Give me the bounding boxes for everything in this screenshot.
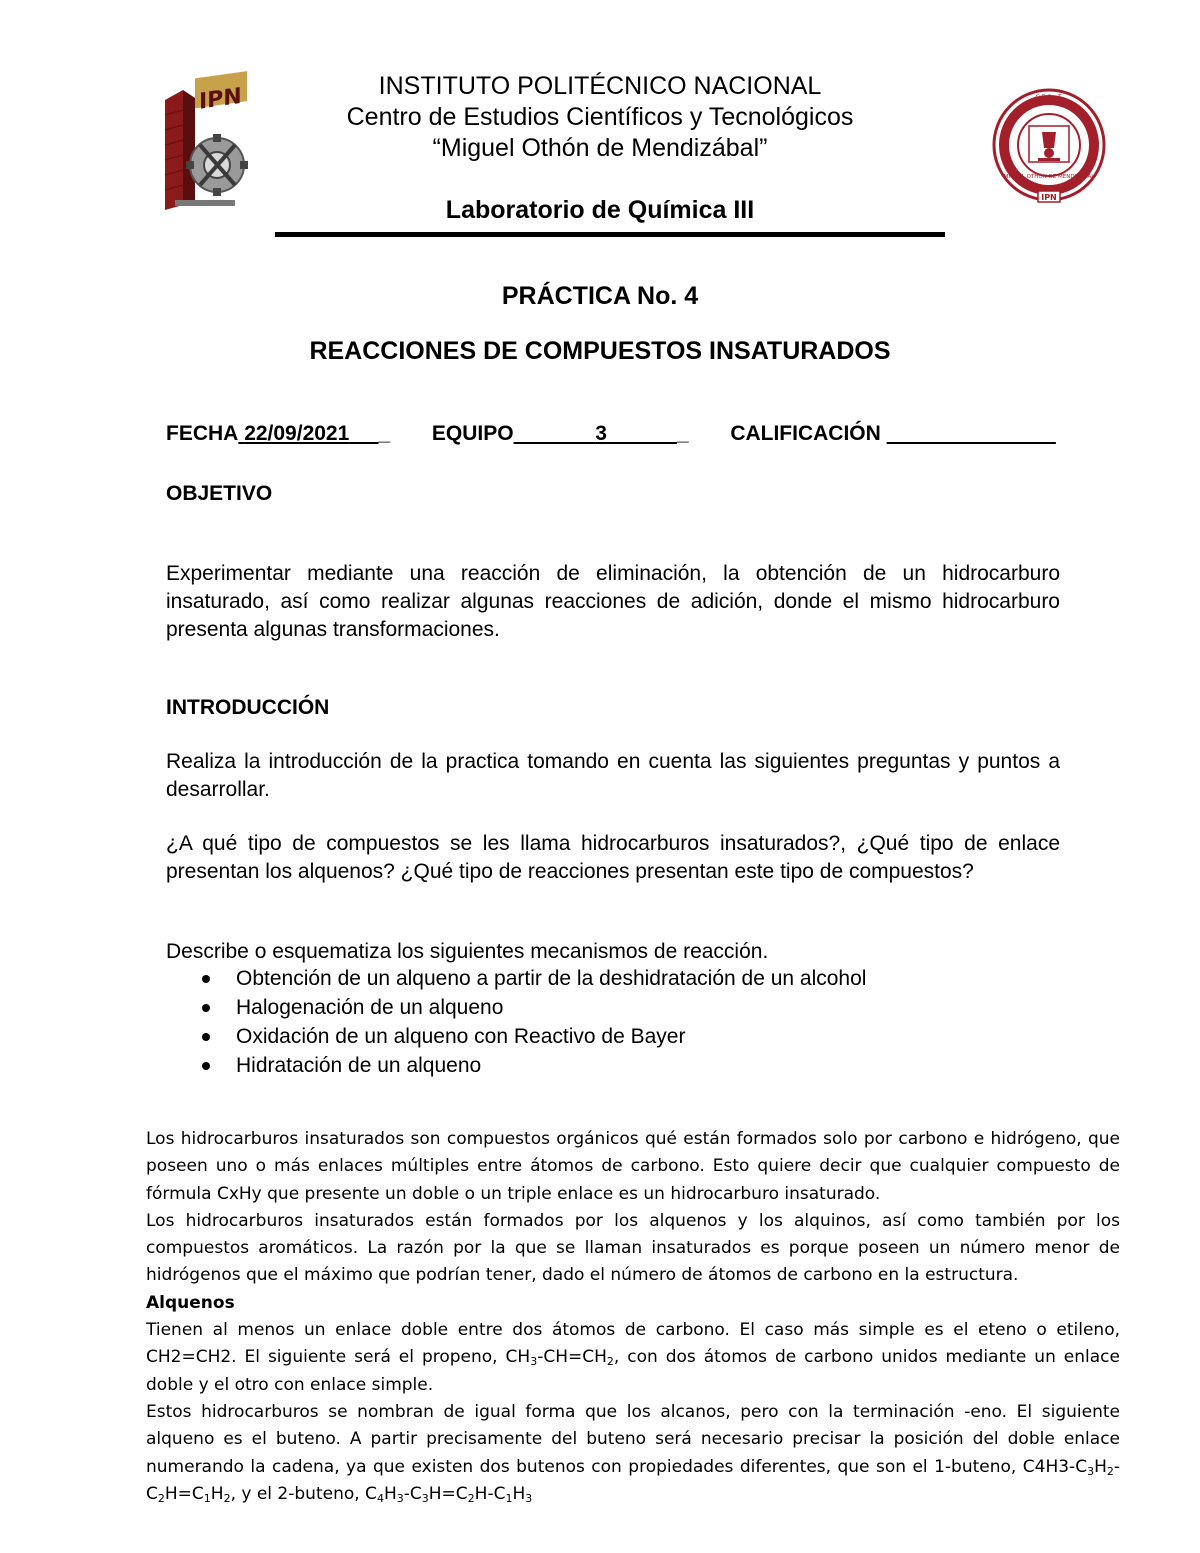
svg-text:MIGUEL OTHÓN DE MENDIZÁBAL: MIGUEL OTHÓN DE MENDIZÁBAL: [1003, 174, 1095, 180]
calificacion-label: CALIFICACIÓN: [730, 422, 881, 445]
body-paragraph-2: Los hidrocarburos insaturados están formados por los alquenos y los alquinos, así como también por los compuestos aromáticos. La razón por la que se llaman insaturados es porque poseen un número menor de hidrógenos que el máximo que podrían tener, dado el número de átomos de carbono en la estructura.: [146, 1210, 1120, 1286]
svg-text:IPN: IPN: [199, 82, 242, 115]
lab-name: Laboratorio de Química III: [445, 196, 755, 224]
svg-text:IPN: IPN: [1041, 193, 1057, 202]
equipo-value: 3: [595, 422, 607, 445]
list-item: Oxidación de un alqueno con Reactivo de Bayer: [196, 1022, 866, 1051]
body-text: [146, 1126, 1120, 1508]
practice-number: PRÁCTICA No. 4: [501, 282, 699, 310]
fecha-label: FECHA: [166, 422, 239, 445]
objetivo-text: Experimentar mediante una reacción de eliminación, la obtención de un hidrocarburo insaturado, así como realizar algunas reacciones de adición, donde el mismo hidrocarburo presenta algunas transformaciones.: [166, 562, 1060, 641]
list-item: Obtención de un alqueno a partir de la deshidratación de un alcohol: [196, 964, 866, 993]
practice-title: REACCIONES DE COMPUESTOS INSATURADOS: [309, 337, 891, 365]
equipo-label: EQUIPO: [431, 422, 514, 445]
school-name: “Miguel Othón de Mendizábal”: [432, 134, 768, 162]
alquenos-heading: Alquenos: [146, 1292, 235, 1313]
list-item: Halogenación de un alqueno: [196, 993, 866, 1022]
intro-paragraph-2: ¿A qué tipo de compuestos se les llama hidrocarburos insaturados?, ¿Qué tipo de enlace presentan los alquenos? ¿Qué tipo de reacciones presentan este tipo de compuestos?: [166, 832, 1060, 883]
fecha-value: 22/09/2021: [244, 422, 350, 445]
institution-name: INSTITUTO POLITÉCNICO NACIONAL: [378, 72, 822, 100]
body-paragraph-4: Estos hidrocarburos se nombran de igual forma que los alcanos, pero con la terminación -eno. El siguiente alqueno es el buteno. A partir precisamente del buteno será necesario precisar la posición del doble enlace numerando la cadena, ya que existen dos butenos con propiedades diferentes, que son el 1-buteno, $C4H3-C_3H_2-C_2H=C_1H_2$, y el 2-buteno, $C_4H_3-C_3H=C_2H-C_1H_3$: [146, 1401, 1120, 1505]
introduccion-heading: INTRODUCCIÓN: [166, 696, 330, 719]
bullet-icon: [202, 1004, 210, 1012]
list-item: Hidratación de un alqueno: [196, 1051, 866, 1080]
center-name: Centro de Estudios Científicos y Tecnológicos: [346, 103, 854, 131]
form-fields: FECHA 22/09/2021 _ EQUIPO 3 _ CALIFICACIÓN: [166, 422, 1056, 446]
bullet-icon: [202, 1062, 210, 1070]
bullet-icon: [202, 1033, 210, 1041]
svg-text:C.E.C.y.T.: C.E.C.y.T.: [1035, 94, 1063, 101]
header-rule: [275, 232, 945, 237]
objetivo-heading: OBJETIVO: [166, 482, 273, 505]
body-paragraph-1: Los hidrocarburos insaturados son compuestos orgánicos qué están formados solo por carbono e hidrógeno, que poseen uno o más enlaces múltiples entre átomos de carbono. Esto quiere decir que cualquier compuesto de fórmula CxHy que presente un doble o un triple enlace es un hidrocarburo insaturado.: [146, 1129, 1120, 1204]
intro-paragraph-1: Realiza la introducción de la practica tomando en cuenta las siguientes preguntas y puntos a desarrollar.: [166, 750, 1060, 801]
body-paragraph-3: Tienen al menos un enlace doble entre dos átomos de carbono. El caso más simple es el eteno o etileno, CH2=CH2. El siguiente será el propeno, $CH_3-CH=CH_2$, con dos átomos de carbono unidos mediante un enlace doble y el otro con enlace simple.: [146, 1320, 1120, 1395]
calificacion-blank: [887, 422, 1056, 445]
mechanism-list: [196, 964, 866, 1080]
intro-paragraph-3: Describe o esquematiza los siguientes mecanismos de reacción.: [166, 940, 769, 963]
bullet-icon: [202, 975, 210, 983]
